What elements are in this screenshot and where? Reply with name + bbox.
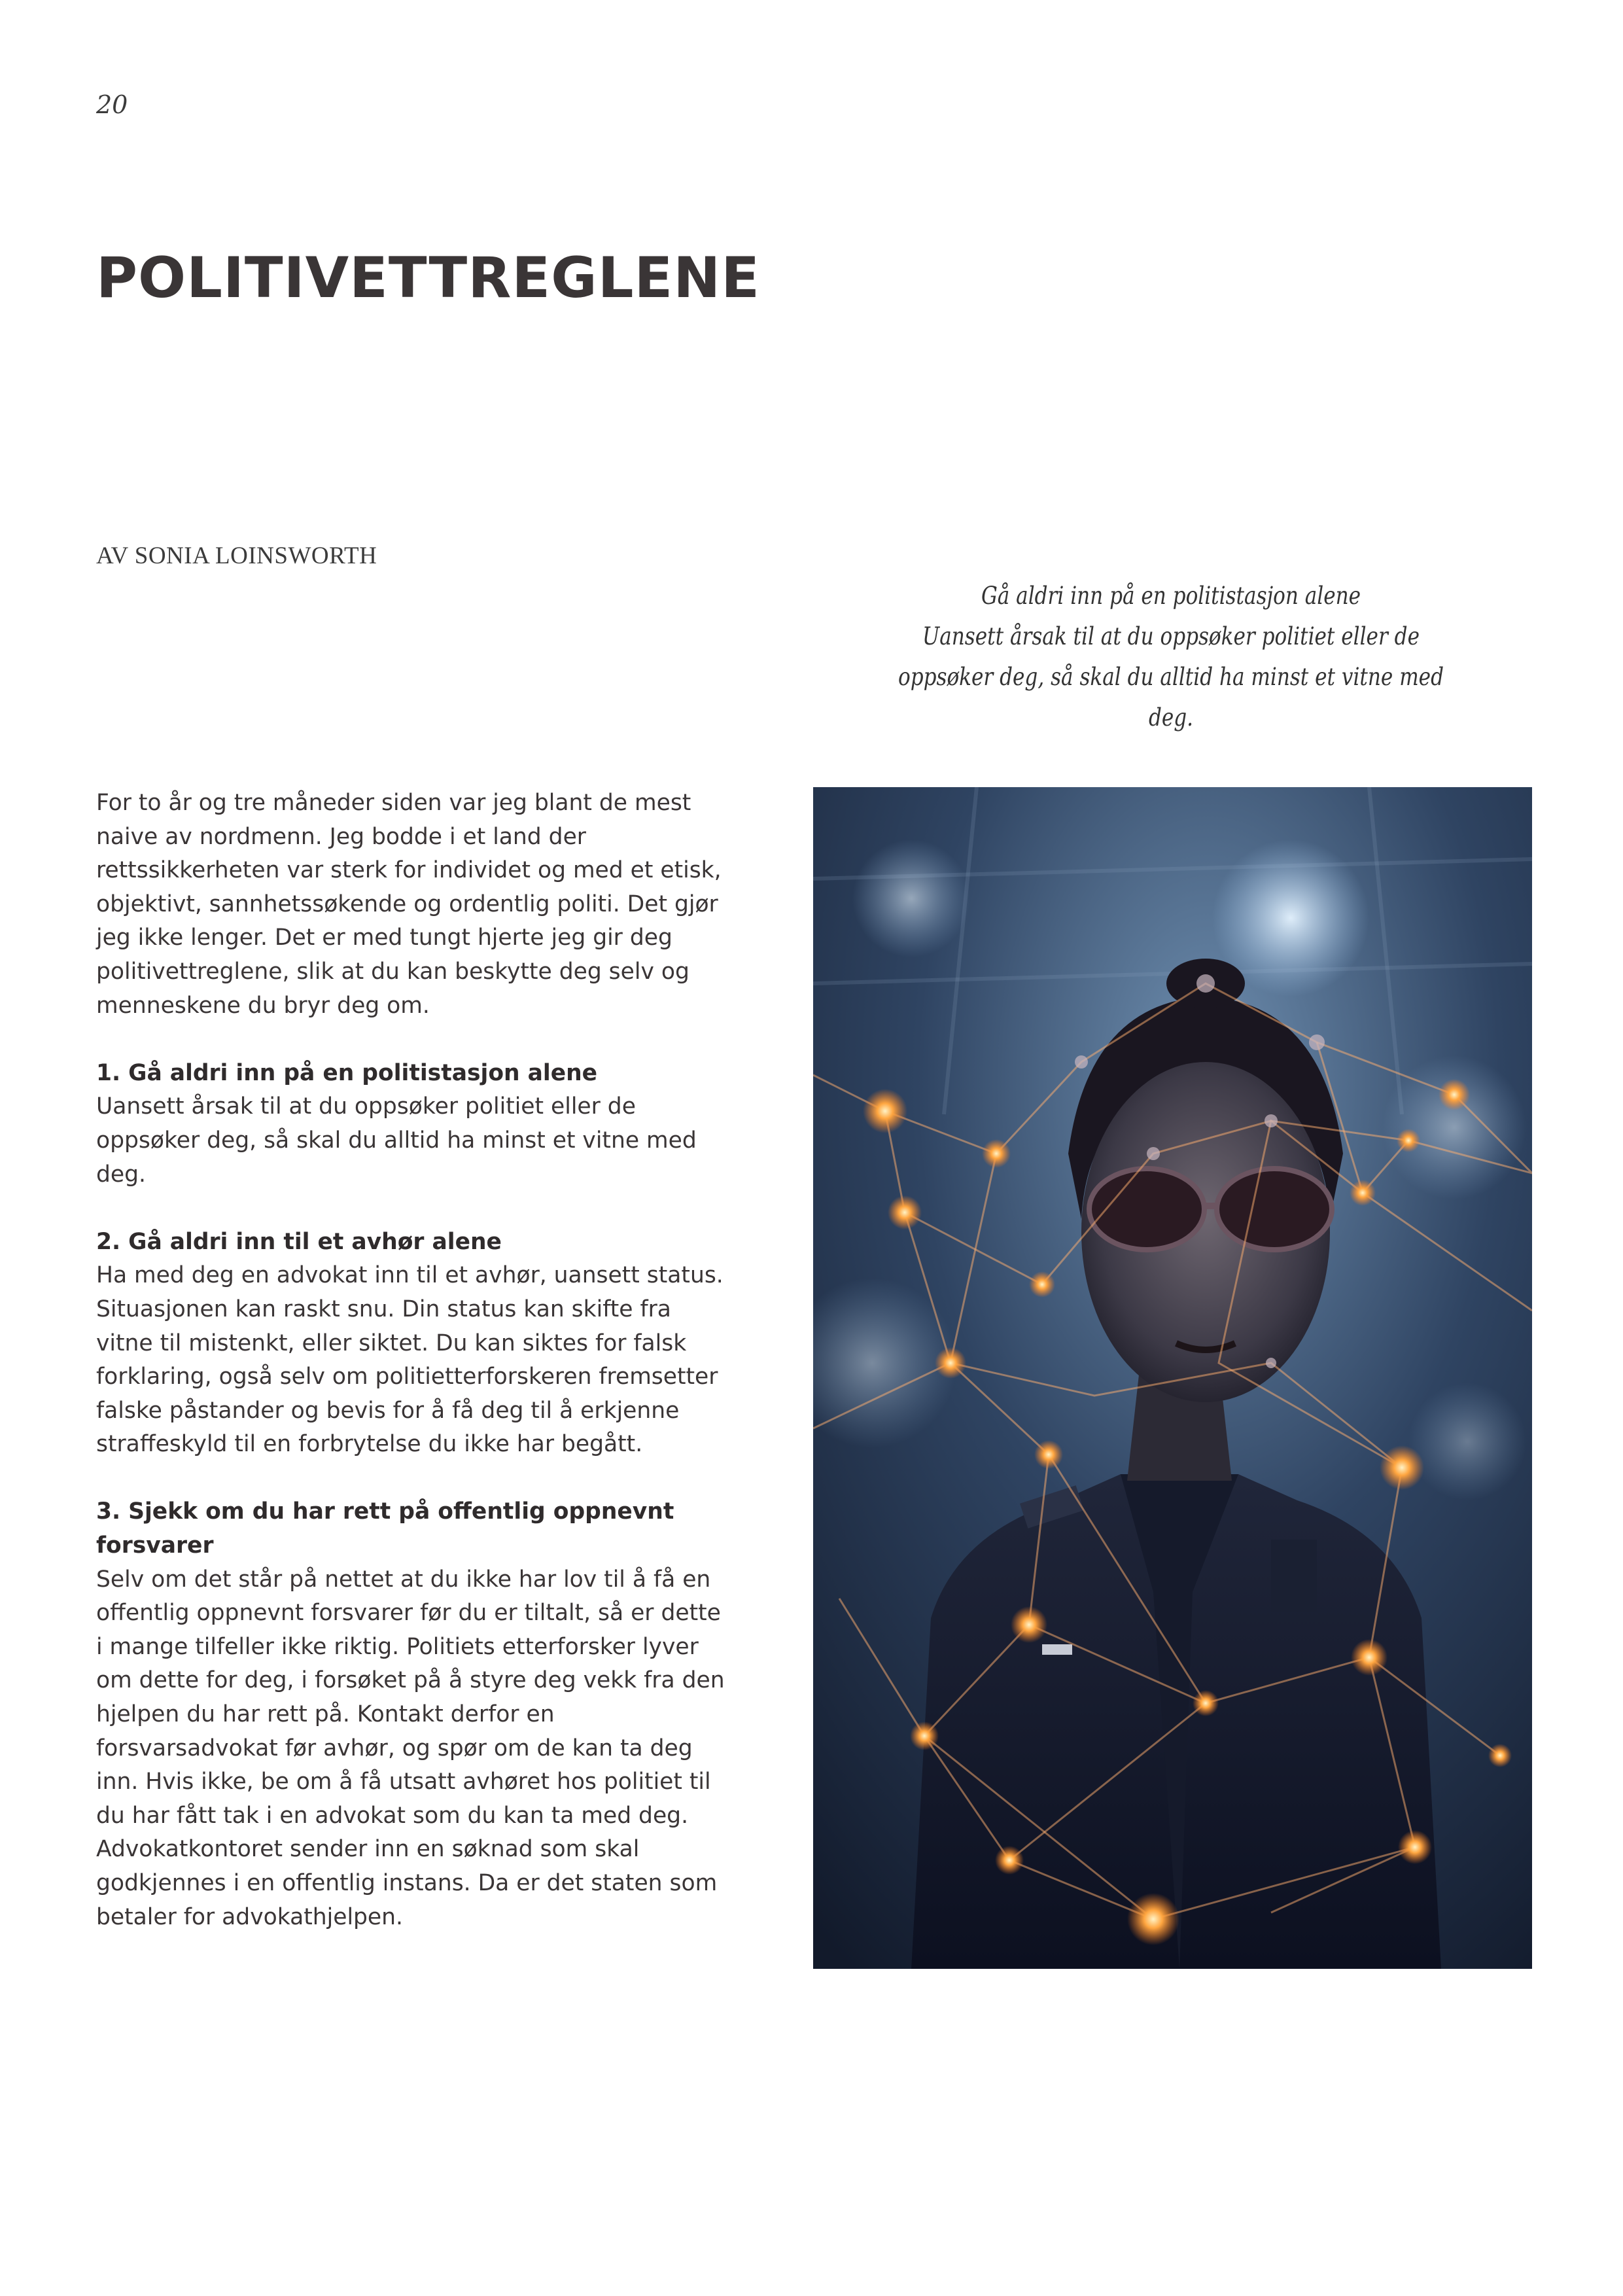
article-body — [96, 786, 731, 1968]
rule-2-heading: 2. Gå aldri inn til et avhør alene — [96, 1228, 502, 1255]
page-number: 20 — [96, 90, 128, 119]
rule-1-text: Uansett årsak til at du oppsøker politiet eller de oppsøker deg, så skal du alltid ha minst et vitne med deg. — [96, 1093, 697, 1188]
pull-quote-text: Uansett årsak til at du oppsøker politiet eller de oppsøker deg, så skal du alltid ha minst et vitne med deg. — [898, 622, 1444, 732]
author-byline: AV SONIA LOINSWORTH — [96, 542, 377, 569]
rule-1 — [96, 1057, 731, 1192]
pull-quote-heading: Gå aldri inn på en politistasjon alene — [981, 582, 1361, 610]
rule-3-heading: 3. Sjekk om du har rett på offentlig oppnevnt forsvarer — [96, 1498, 674, 1559]
illustration-photo — [813, 787, 1532, 1969]
rule-3 — [96, 1495, 731, 1934]
rule-2-text: Ha med deg en advokat inn til et avhør, uansett status. Situasjonen kan raskt snu. Din status kan skifte fra vitne til mistenkt, eller siktet. Du kan siktes for falsk forklaring, også selv om politietterforskeren fremsetter falske påstander og bevis for å få deg til å erkjenne straffeskyld til en forbrytelse du ikke har begått. — [96, 1262, 724, 1458]
rule-2 — [96, 1226, 731, 1462]
article-intro: For to år og tre måneder siden var jeg blant de mest naive av nordmenn. Jeg bodde i et land der rettssikkerheten var sterk for individet og med et etisk, objektivt, sannhetssøkende og ordentlig politi. Det gjør jeg ikke lenger. Det er med tungt hjerte jeg gir deg politivettreglene, slik at du kan beskytte deg selv og menneskene du bryr deg om. — [96, 790, 722, 1019]
pull-quote — [896, 576, 1446, 738]
rule-1-heading: 1. Gå aldri inn på en politistasjon alene — [96, 1059, 598, 1086]
page-title: POLITIVETTREGLENE — [96, 245, 761, 311]
rule-3-text: Selv om det står på nettet at du ikke har lov til å få en offentlig oppnevnt forsvarer før du er tiltalt, så er dette i mange tilfeller ikke riktig. Politiets etterforsker lyver om dette for deg, i forsøket på å styre deg vekk fra den hjelpen du har rett på. Kontakt derfor en forsvarsadvokat før avhør, og spør om de kan ta deg inn. Hvis ikke, be om å få utsatt avhøret hos politiet til du har fått tak i en advokat som du kan ta med deg. Advokatkontoret sender inn en søknad som skal godkjennes i en offentlig instans. Da er det staten som betaler for advokathjelpen. — [96, 1566, 725, 1930]
